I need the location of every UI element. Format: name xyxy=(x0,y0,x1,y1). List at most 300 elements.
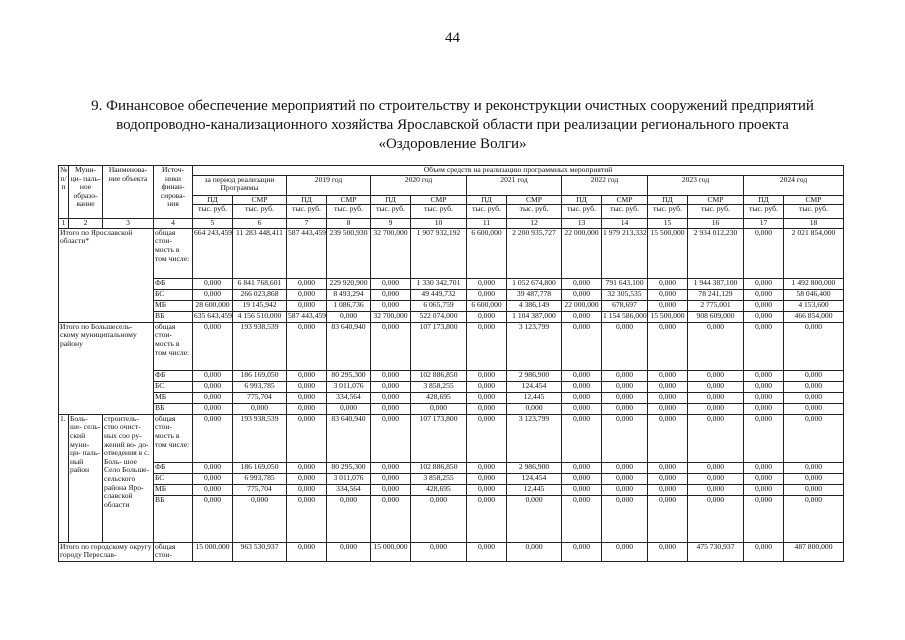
amount-cell: 0,000 xyxy=(562,392,602,403)
amount-cell: 0,000 xyxy=(602,370,648,381)
column-number: 10 xyxy=(411,219,467,229)
amount-cell: 0,000 xyxy=(648,392,688,403)
amount-cell: 2 775,001 xyxy=(688,300,744,311)
amount-cell: 0,000 xyxy=(287,414,327,462)
amount-cell: 11 283 448,411 xyxy=(233,228,287,278)
amount-cell: 0,000 xyxy=(507,495,562,542)
amount-cell: 0,000 xyxy=(602,392,648,403)
column-number: 15 xyxy=(648,219,688,229)
unit-label: тыс. руб. xyxy=(411,205,467,219)
column-number: 14 xyxy=(602,219,648,229)
unit-label: тыс. руб. xyxy=(467,205,507,219)
unit-label: тыс. руб. xyxy=(327,205,371,219)
amount-cell: 193 938,539 xyxy=(233,414,287,462)
amount-cell: 0,000 xyxy=(193,484,233,495)
amount-cell: 0,000 xyxy=(648,403,688,414)
amount-cell: 32 700,000 xyxy=(371,311,411,322)
source-cell: общая стои- мость в том числе: xyxy=(154,322,193,370)
period-header: 2020 год xyxy=(371,175,467,195)
unit-label: тыс. руб. xyxy=(507,205,562,219)
amount-cell: 0,000 xyxy=(287,392,327,403)
column-number: 17 xyxy=(744,219,784,229)
amount-cell: 0,000 xyxy=(744,300,784,311)
municipality-cell: Боль- ше- сель- ский муни- ци- паль- ный район xyxy=(69,414,103,542)
smr-header: СМР xyxy=(411,195,467,205)
amount-cell: 0,000 xyxy=(411,403,467,414)
amount-cell: 0,000 xyxy=(467,473,507,484)
amount-cell: 80 295,300 xyxy=(327,370,371,381)
amount-cell: 0,000 xyxy=(688,403,744,414)
amount-cell: 58 046,400 xyxy=(784,289,844,300)
col-header-municipality: Муни- ци- паль- ное образо- вание xyxy=(69,166,103,219)
amount-cell: 0,000 xyxy=(467,381,507,392)
amount-cell: 678,697 xyxy=(602,300,648,311)
column-number: 18 xyxy=(784,219,844,229)
amount-cell: 6 600,000 xyxy=(467,300,507,311)
amount-cell: 0,000 xyxy=(784,462,844,473)
source-cell: общая стои- мость в том числе: xyxy=(154,414,193,462)
amount-cell: 0,000 xyxy=(467,495,507,542)
amount-cell: 587 443,459 xyxy=(287,311,327,322)
amount-cell: 0,000 xyxy=(784,473,844,484)
amount-cell: 22 000,000 xyxy=(562,228,602,278)
source-cell: БС xyxy=(154,289,193,300)
pd-header: ПД xyxy=(562,195,602,205)
amount-cell: 0,000 xyxy=(648,542,688,561)
amount-cell: 0,000 xyxy=(467,370,507,381)
amount-cell: 0,000 xyxy=(602,542,648,561)
amount-cell: 2 200 935,727 xyxy=(507,228,562,278)
amount-cell: 0,000 xyxy=(744,322,784,370)
amount-cell: 0,000 xyxy=(467,392,507,403)
amount-cell: 83 640,940 xyxy=(327,322,371,370)
total-label: Итого по городскому округу городу Переслав- xyxy=(60,542,152,560)
source-cell: ФБ xyxy=(154,462,193,473)
amount-cell: 0,000 xyxy=(648,322,688,370)
total-label: Итого по Большесель- скому муниципальному району xyxy=(59,322,154,414)
amount-cell: 0,000 xyxy=(193,414,233,462)
amount-cell: 0,000 xyxy=(467,403,507,414)
table-body xyxy=(59,166,844,562)
amount-cell: 0,000 xyxy=(467,311,507,322)
column-number: 6 xyxy=(233,219,287,229)
amount-cell: 0,000 xyxy=(562,542,602,561)
amount-cell: 0,000 xyxy=(688,473,744,484)
amount-cell: 28 600,000 xyxy=(193,300,233,311)
amount-cell: 0,000 xyxy=(744,403,784,414)
amount-cell: 83 640,940 xyxy=(327,414,371,462)
amount-cell: 0,000 xyxy=(784,392,844,403)
amount-cell: 6 065,759 xyxy=(411,300,467,311)
amount-cell: 0,000 xyxy=(467,289,507,300)
amount-cell: 15 000,000 xyxy=(371,542,411,561)
amount-cell: 0,000 xyxy=(562,289,602,300)
amount-cell: 0,000 xyxy=(371,322,411,370)
amount-cell: 266 023,868 xyxy=(233,289,287,300)
amount-cell: 0,000 xyxy=(784,414,844,462)
amount-cell: 0,000 xyxy=(602,473,648,484)
pd-header: ПД xyxy=(744,195,784,205)
pd-header: ПД xyxy=(467,195,507,205)
amount-cell: 0,000 xyxy=(688,495,744,542)
amount-cell: 0,000 xyxy=(562,381,602,392)
unit-label: тыс. руб. xyxy=(688,205,744,219)
amount-cell: 0,000 xyxy=(193,278,233,289)
unit-label: тыс. руб. xyxy=(648,205,688,219)
col-header-source: Источ- ники финан- сирова- ния xyxy=(154,166,193,219)
amount-cell: 0,000 xyxy=(648,484,688,495)
amount-cell: 0,000 xyxy=(507,542,562,561)
period-header: за период реализации Программы xyxy=(193,175,287,195)
amount-cell: 635 643,459 xyxy=(193,311,233,322)
amount-cell: 0,000 xyxy=(371,392,411,403)
amount-cell: 0,000 xyxy=(648,473,688,484)
amount-cell: 32 305,535 xyxy=(602,289,648,300)
column-number: 12 xyxy=(507,219,562,229)
amount-cell: 2 986,900 xyxy=(507,370,562,381)
amount-cell: 0,000 xyxy=(562,495,602,542)
amount-cell: 466 854,000 xyxy=(784,311,844,322)
amount-cell: 908 609,000 xyxy=(688,311,744,322)
amount-cell: 0,000 xyxy=(411,495,467,542)
amount-cell: 0,000 xyxy=(287,484,327,495)
column-number: 13 xyxy=(562,219,602,229)
column-number: 2 xyxy=(69,219,103,229)
amount-cell: 239 500,930 xyxy=(327,228,371,278)
amount-cell: 0,000 xyxy=(193,370,233,381)
col-header-object: Наименова- ние объекта xyxy=(103,166,154,219)
amount-cell: 0,000 xyxy=(784,484,844,495)
amount-cell: 0,000 xyxy=(193,381,233,392)
amount-cell: 0,000 xyxy=(287,495,327,542)
source-cell: БС xyxy=(154,381,193,392)
column-number: 7 xyxy=(287,219,327,229)
column-number: 9 xyxy=(371,219,411,229)
amount-cell: 775,704 xyxy=(233,392,287,403)
amount-cell: 0,000 xyxy=(467,462,507,473)
amount-cell: 0,000 xyxy=(371,300,411,311)
amount-cell: 0,000 xyxy=(371,370,411,381)
amount-cell: 0,000 xyxy=(648,495,688,542)
amount-cell: 1 492 800,000 xyxy=(784,278,844,289)
amount-cell: 49 449,732 xyxy=(411,289,467,300)
source-cell: общая стои- мость в том числе: xyxy=(154,228,193,278)
smr-header: СМР xyxy=(688,195,744,205)
amount-cell: 0,000 xyxy=(744,462,784,473)
amount-cell: 0,000 xyxy=(648,370,688,381)
amount-cell: 3 011,076 xyxy=(327,381,371,392)
heading-line-1: 9. Финансовое обеспечение мероприятий по строительству и реконструкции очистных сооружений предприятий xyxy=(91,98,814,114)
amount-cell: 0,000 xyxy=(688,392,744,403)
amount-cell: 0,000 xyxy=(562,403,602,414)
amount-cell: 0,000 xyxy=(371,289,411,300)
pd-header: ПД xyxy=(193,195,233,205)
smr-header: СМР xyxy=(327,195,371,205)
amount-cell: 487 800,000 xyxy=(784,542,844,561)
unit-label: тыс. руб. xyxy=(744,205,784,219)
column-number: 1 xyxy=(59,219,69,229)
amount-cell: 0,000 xyxy=(411,542,467,561)
amount-cell: 0,000 xyxy=(507,403,562,414)
amount-cell: 0,000 xyxy=(287,300,327,311)
amount-cell: 107 173,800 xyxy=(411,322,467,370)
unit-label: тыс. руб. xyxy=(233,205,287,219)
amount-cell: 0,000 xyxy=(562,414,602,462)
unit-label: тыс. руб. xyxy=(371,205,411,219)
total-label: Итого по Ярославской области* xyxy=(59,228,154,322)
amount-cell: 0,000 xyxy=(562,473,602,484)
amount-cell: 0,000 xyxy=(371,414,411,462)
amount-cell: 0,000 xyxy=(371,403,411,414)
amount-cell: 0,000 xyxy=(602,495,648,542)
amount-cell: 15 500,000 xyxy=(648,228,688,278)
amount-cell: 0,000 xyxy=(688,462,744,473)
amount-cell: 0,000 xyxy=(562,484,602,495)
pd-header: ПД xyxy=(648,195,688,205)
amount-cell: 0,000 xyxy=(193,462,233,473)
unit-label: тыс. руб. xyxy=(193,205,233,219)
amount-cell: 6 841 768,601 xyxy=(233,278,287,289)
amount-cell: 775,704 xyxy=(233,484,287,495)
amount-cell: 0,000 xyxy=(193,289,233,300)
amount-cell: 0,000 xyxy=(744,278,784,289)
amount-cell: 0,000 xyxy=(744,542,784,561)
pd-header: ПД xyxy=(371,195,411,205)
amount-cell: 1 979 213,332 xyxy=(602,228,648,278)
amount-cell: 3 858,255 xyxy=(411,381,467,392)
smr-header: СМР xyxy=(784,195,844,205)
amount-cell: 3 123,799 xyxy=(507,322,562,370)
column-number: 16 xyxy=(688,219,744,229)
amount-cell: 0,000 xyxy=(371,473,411,484)
financing-table xyxy=(58,165,844,562)
amount-cell: 0,000 xyxy=(648,289,688,300)
unit-label: тыс. руб. xyxy=(784,205,844,219)
amount-cell: 193 938,539 xyxy=(233,322,287,370)
amount-cell: 0,000 xyxy=(744,495,784,542)
source-cell: ФБ xyxy=(154,278,193,289)
amount-cell: 0,000 xyxy=(371,278,411,289)
amount-cell: 124,454 xyxy=(507,381,562,392)
pd-header: ПД xyxy=(287,195,327,205)
amount-cell: 0,000 xyxy=(371,484,411,495)
amount-cell: 0,000 xyxy=(287,370,327,381)
period-header: 2024 год xyxy=(744,175,844,195)
amount-cell: 0,000 xyxy=(467,542,507,561)
amount-cell: 0,000 xyxy=(648,414,688,462)
amount-cell: 0,000 xyxy=(744,370,784,381)
amount-cell: 102 886,850 xyxy=(411,370,467,381)
amount-cell: 0,000 xyxy=(744,473,784,484)
column-number: 3 xyxy=(103,219,154,229)
amount-cell: 0,000 xyxy=(327,495,371,542)
amount-cell: 6 993,785 xyxy=(233,473,287,484)
source-cell: ВБ xyxy=(154,495,193,542)
amount-cell: 0,000 xyxy=(784,403,844,414)
amount-cell: 6 993,785 xyxy=(233,381,287,392)
amount-cell: 0,000 xyxy=(562,311,602,322)
amount-cell: 2 021 854,000 xyxy=(784,228,844,278)
amount-cell: 3 858,255 xyxy=(411,473,467,484)
amount-cell: 0,000 xyxy=(327,542,371,561)
heading-line-3: «Оздоровление Волги» xyxy=(378,136,527,152)
amount-cell: 0,000 xyxy=(193,473,233,484)
amount-cell: 522 074,000 xyxy=(411,311,467,322)
amount-cell: 80 295,300 xyxy=(327,462,371,473)
amount-cell: 0,000 xyxy=(327,403,371,414)
amount-cell: 0,000 xyxy=(287,381,327,392)
section-heading xyxy=(60,97,845,154)
amount-cell: 0,000 xyxy=(688,484,744,495)
amount-cell: 0,000 xyxy=(287,289,327,300)
page-number: 44 xyxy=(445,30,460,46)
amount-cell: 0,000 xyxy=(287,473,327,484)
source-cell: МБ xyxy=(154,392,193,403)
source-cell: МБ xyxy=(154,300,193,311)
source-cell: БС xyxy=(154,473,193,484)
amount-cell: 0,000 xyxy=(744,311,784,322)
col-header-num: № п/п xyxy=(59,166,69,219)
amount-cell: 19 145,942 xyxy=(233,300,287,311)
amount-cell: 0,000 xyxy=(467,484,507,495)
amount-cell: 78 241,129 xyxy=(688,289,744,300)
column-number: 11 xyxy=(467,219,507,229)
amount-cell: 0,000 xyxy=(193,403,233,414)
amount-cell: 0,000 xyxy=(784,322,844,370)
amount-cell: 12,445 xyxy=(507,392,562,403)
amount-cell: 0,000 xyxy=(233,495,287,542)
amount-cell: 0,000 xyxy=(688,381,744,392)
amount-cell: 963 530,937 xyxy=(233,542,287,561)
row-number: 1. xyxy=(59,414,69,542)
amount-cell: 0,000 xyxy=(562,278,602,289)
amount-cell: 0,000 xyxy=(193,392,233,403)
amount-cell: 0,000 xyxy=(784,495,844,542)
amount-cell: 6 600,000 xyxy=(467,228,507,278)
amount-cell: 334,564 xyxy=(327,484,371,495)
unit-label: тыс. руб. xyxy=(287,205,327,219)
amount-cell: 0,000 xyxy=(371,462,411,473)
amount-cell: 12,445 xyxy=(507,484,562,495)
amount-cell: 334,564 xyxy=(327,392,371,403)
amount-cell: 2 986,900 xyxy=(507,462,562,473)
object-name-cell: строитель- ство очист- ных соо ру- жений во- до- отведения в с. Боль- шое Село Больше- сельского района Яро- славской области xyxy=(103,414,154,542)
column-number: 5 xyxy=(193,219,233,229)
amount-cell: 0,000 xyxy=(784,381,844,392)
amount-cell: 186 169,050 xyxy=(233,462,287,473)
amount-cell: 107 173,800 xyxy=(411,414,467,462)
source-cell: МБ xyxy=(154,484,193,495)
amount-cell: 1 104 387,000 xyxy=(507,311,562,322)
amount-cell: 0,000 xyxy=(744,484,784,495)
amount-cell: 15 500,000 xyxy=(648,311,688,322)
amount-cell: 0,000 xyxy=(602,414,648,462)
amount-cell: 475 730,937 xyxy=(688,542,744,561)
amount-cell: 0,000 xyxy=(193,322,233,370)
amount-cell: 1 907 932,192 xyxy=(411,228,467,278)
amount-cell: 1 086,736 xyxy=(327,300,371,311)
amount-cell: 0,000 xyxy=(287,542,327,561)
amount-cell: 0,000 xyxy=(287,322,327,370)
amount-cell: 0,000 xyxy=(467,322,507,370)
amount-cell: 0,000 xyxy=(562,322,602,370)
amount-cell: 0,000 xyxy=(467,414,507,462)
amount-cell: 0,000 xyxy=(688,370,744,381)
amount-cell: 428,695 xyxy=(411,484,467,495)
amount-cell: 1 154 586,000 xyxy=(602,311,648,322)
heading-line-2: водопроводно-канализационного хозяйства Ярославской области при реализации регионального проекта xyxy=(116,117,789,133)
amount-cell: 0,000 xyxy=(744,228,784,278)
period-header: 2019 год xyxy=(287,175,371,195)
amount-cell: 0,000 xyxy=(562,462,602,473)
amount-cell: 0,000 xyxy=(327,311,371,322)
amount-cell: 0,000 xyxy=(602,484,648,495)
amount-cell: 3 123,799 xyxy=(507,414,562,462)
amount-cell: 0,000 xyxy=(287,278,327,289)
amount-cell: 0,000 xyxy=(602,462,648,473)
amount-cell: 0,000 xyxy=(287,403,327,414)
smr-header: СМР xyxy=(602,195,648,205)
amount-cell: 4 153,600 xyxy=(784,300,844,311)
amount-cell: 186 169,050 xyxy=(233,370,287,381)
amount-cell: 0,000 xyxy=(648,462,688,473)
amount-cell: 0,000 xyxy=(648,278,688,289)
period-header: 2023 год xyxy=(648,175,744,195)
unit-label: тыс. руб. xyxy=(562,205,602,219)
amount-cell: 0,000 xyxy=(233,403,287,414)
source-cell: общая стои- xyxy=(154,542,193,561)
unit-label: тыс. руб. xyxy=(602,205,648,219)
amount-cell: 0,000 xyxy=(744,381,784,392)
amount-cell: 0,000 xyxy=(784,370,844,381)
amount-cell: 3 011,076 xyxy=(327,473,371,484)
amount-cell: 0,000 xyxy=(688,414,744,462)
amount-cell: 15 000,000 xyxy=(193,542,233,561)
amount-cell: 22 000,000 xyxy=(562,300,602,311)
amount-cell: 0,000 xyxy=(287,462,327,473)
amount-cell: 0,000 xyxy=(371,495,411,542)
column-number: 4 xyxy=(154,219,193,229)
smr-header: СМР xyxy=(507,195,562,205)
amount-cell: 0,000 xyxy=(371,381,411,392)
smr-header: СМР xyxy=(233,195,287,205)
amount-cell: 0,000 xyxy=(744,392,784,403)
amount-cell: 0,000 xyxy=(602,381,648,392)
source-cell: ФБ xyxy=(154,370,193,381)
amount-cell: 32 700,000 xyxy=(371,228,411,278)
amount-cell: 0,000 xyxy=(744,289,784,300)
amount-cell: 587 443,459 xyxy=(287,228,327,278)
amount-cell: 8 493,294 xyxy=(327,289,371,300)
amount-cell: 1 330 342,701 xyxy=(411,278,467,289)
amount-cell: 229 920,900 xyxy=(327,278,371,289)
amount-cell: 0,000 xyxy=(688,322,744,370)
amount-cell: 0,000 xyxy=(602,403,648,414)
source-cell: ВБ xyxy=(154,403,193,414)
amount-cell: 4 386,149 xyxy=(507,300,562,311)
amount-cell: 1 052 674,800 xyxy=(507,278,562,289)
amount-cell: 0,000 xyxy=(744,414,784,462)
amount-cell: 102 886,850 xyxy=(411,462,467,473)
amount-cell: 124,454 xyxy=(507,473,562,484)
amount-cell: 0,000 xyxy=(193,495,233,542)
column-number: 8 xyxy=(327,219,371,229)
amount-cell: 1 944 387,100 xyxy=(688,278,744,289)
period-header: 2021 год xyxy=(467,175,562,195)
amount-cell: 4 156 510,000 xyxy=(233,311,287,322)
amount-cell: 0,000 xyxy=(648,381,688,392)
amount-cell: 39 487,778 xyxy=(507,289,562,300)
